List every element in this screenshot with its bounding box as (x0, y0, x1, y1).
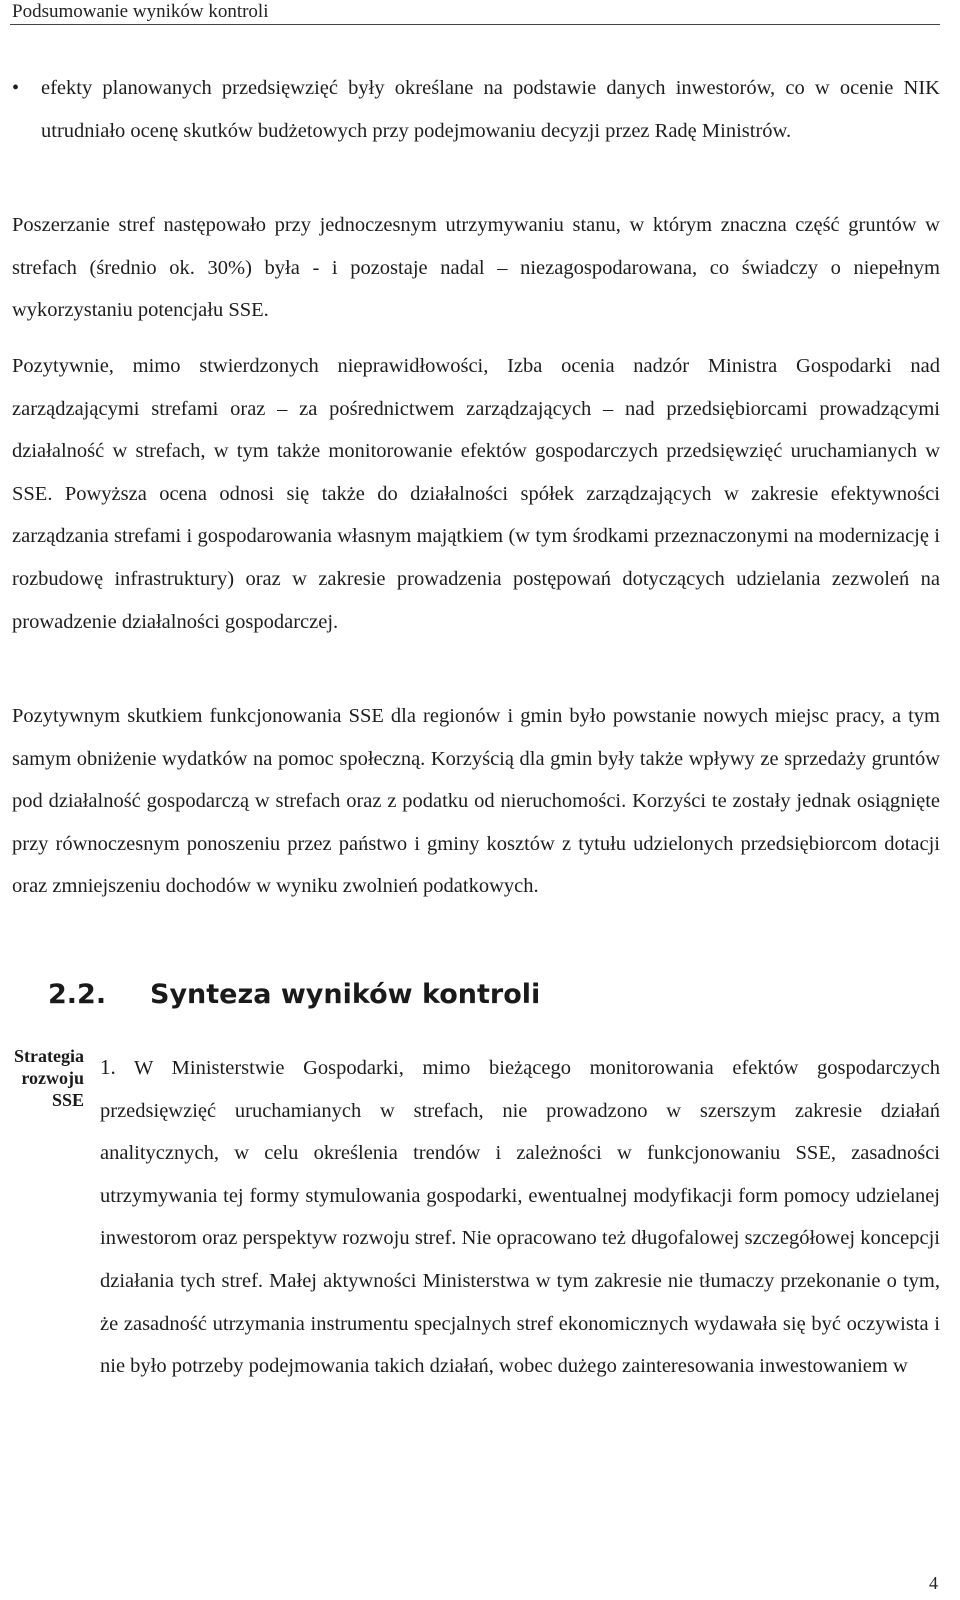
bullet-text: efekty planowanych przedsięwzięć były określane na podstawie danych inwestorów, co w ocenie NIK utrudniało ocenę skutków budżetowych przy podejmowaniu decyzji przez Radę Ministrów. (41, 77, 940, 142)
section-title: Synteza wyników kontroli (150, 979, 541, 1010)
point-text: W Ministerstwie Gospodarki, mimo bieżącego monitorowania efektów gospodarczych przedsięwzięć uruchamianych w strefach, nie prowadzono w szerszym zakresie działań analitycznych, w celu określenia trendów i zależności w funkcjonowaniu SSE, zasadności utrzymywania tej formy stymulowania gospodarki, ewentualnej modyfikacji form pomocy udzielanej inwestorom oraz perspektyw rozwoju stref. Nie opracowano też długofalowej szczegółowej koncepcji działania tych stref. Małej aktywności Ministerstwa w tym zakresie nie tłumaczy przekonanie o tym, że zasadność utrzymania instrumentu specjalnych stref ekonomicznych wydawała się być oczywista i nie było potrzeby podejmowania takich działań, wobec dużego zainteresowania inwestowaniem w (100, 1057, 940, 1378)
margin-note-line: SSE (51, 1090, 84, 1110)
paragraph-zones-expansion: Poszerzanie stref następowało przy jednoczesnym utrzymywaniu stanu, w którym znaczna część gruntów w strefach (średnio ok. 30%) była - i pozostaje nadal – niezagospodarowana, co świadczy o niepełnym wykorzystaniu potencjału SSE. (12, 214, 940, 322)
point-number: 1. (100, 1055, 116, 1079)
margin-note-line: Strategia (14, 1046, 84, 1066)
page-number: 4 (929, 1573, 938, 1593)
header-rule (10, 24, 940, 25)
running-header: Podsumowanie wyników kontroli (12, 1, 269, 22)
bullet-icon: • (12, 77, 20, 99)
paragraph-positive-effects: Pozytywnym skutkiem funkcjonowania SSE dla regionów i gmin było powstanie nowych miejsc pracy, a tym samym obniżenie wydatków na pomoc społeczną. Korzyścią dla gmin były także wpływy ze sprzedaży gruntów pod działalność gospodarczą w strefach oraz z podatku od nieruchomości. Korzyści te zostały jednak osiągnięte przy równoczesnym ponoszeniu przez państwo i gminy kosztów z tytułu udzielonych przedsiębiorcom dotacji oraz zmniejszeniu dochodów w wyniku zwolnień podatkowych. (12, 705, 940, 898)
margin-note-line: rozwoju (21, 1068, 84, 1088)
section-heading (48, 975, 540, 1015)
margin-note (0, 1045, 84, 1111)
section-number: 2.2. (48, 979, 107, 1010)
paragraph-point-1 (100, 1046, 940, 1388)
paragraph-positive-assessment: Pozytywnie, mimo stwierdzonych nieprawidłowości, Izba ocenia nadzór Ministra Gospodarki nad zarządzającymi strefami oraz – za pośrednictwem zarządzających – nad przedsiębiorcami prowadzącymi działalność w strefach, w tym także monitorowanie efektów gospodarczych przedsięwzięć uruchamianych w SSE. Powyższa ocena odnosi się także do działalności spółek zarządzających w zakresie efektywności zarządzania strefami i gospodarowania własnym majątkiem (w tym środkami przeznaczonymi na modernizację i rozbudowę infrastruktury) oraz w zakresie prowadzenia postępowań dotyczących udzielania zezwoleń na prowadzenie działalności gospodarczej. (12, 355, 940, 633)
